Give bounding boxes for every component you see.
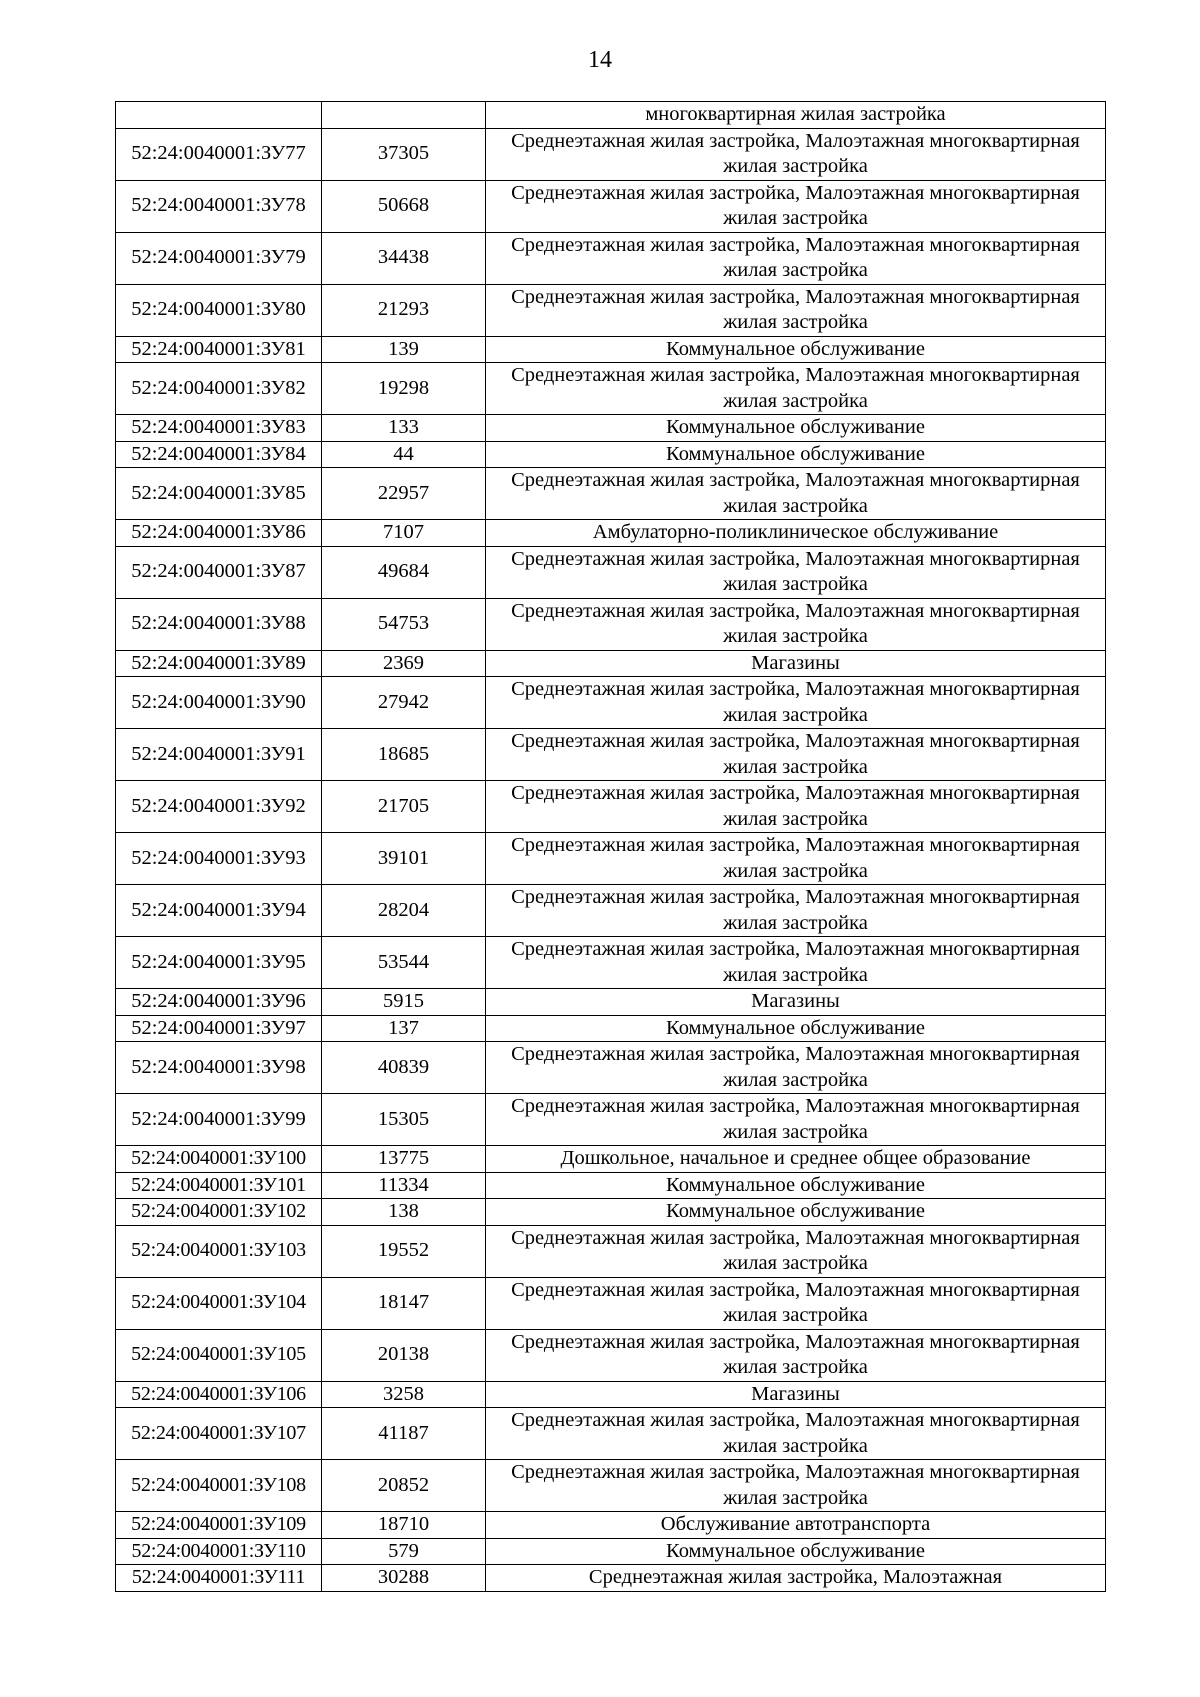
permitted-use-cell: Среднеэтажная жилая застройка, Малоэтажная многоквартирная жилая застройка: [486, 363, 1106, 415]
table-row: [116, 937, 1106, 989]
table-row: [116, 1199, 1106, 1226]
permitted-use-cell: Среднеэтажная жилая застройка, Малоэтажная многоквартирная жилая застройка: [486, 885, 1106, 937]
cadastral-number-cell: 52:24:0040001:ЗУ96: [116, 989, 322, 1016]
table-row: [116, 1381, 1106, 1408]
permitted-use-cell: Среднеэтажная жилая застройка, Малоэтажная многоквартирная жилая застройка: [486, 677, 1106, 729]
table-row: [116, 833, 1106, 885]
area-cell: 19298: [322, 363, 486, 415]
permitted-use-cell: Среднеэтажная жилая застройка, Малоэтажная многоквартирная жилая застройка: [486, 1277, 1106, 1329]
permitted-use-cell: Коммунальное обслуживание: [486, 336, 1106, 363]
permitted-use-cell: Среднеэтажная жилая застройка, Малоэтажная многоквартирная жилая застройка: [486, 1408, 1106, 1460]
area-cell: 22957: [322, 468, 486, 520]
cadastral-number-cell: 52:24:0040001:ЗУ106: [116, 1381, 322, 1408]
cadastral-number-cell: 52:24:0040001:ЗУ90: [116, 677, 322, 729]
area-cell: 138: [322, 1199, 486, 1226]
area-cell: 18685: [322, 729, 486, 781]
permitted-use-cell: Магазины: [486, 1381, 1106, 1408]
cadastral-number-cell: 52:24:0040001:ЗУ88: [116, 598, 322, 650]
table-row: [116, 102, 1106, 129]
table-row: [116, 1329, 1106, 1381]
cadastral-number-cell: 52:24:0040001:ЗУ89: [116, 650, 322, 677]
cadastral-number-cell: 52:24:0040001:ЗУ78: [116, 180, 322, 232]
cadastral-number-cell: 52:24:0040001:ЗУ81: [116, 336, 322, 363]
permitted-use-cell: Среднеэтажная жилая застройка, Малоэтажная многоквартирная жилая застройка: [486, 1460, 1106, 1512]
area-cell: 34438: [322, 232, 486, 284]
table-row: [116, 989, 1106, 1016]
area-cell: [322, 102, 486, 129]
table-row: [116, 441, 1106, 468]
permitted-use-cell: многоквартирная жилая застройка: [486, 102, 1106, 129]
area-cell: 133: [322, 415, 486, 442]
cadastral-number-cell: 52:24:0040001:ЗУ98: [116, 1042, 322, 1094]
area-cell: 20138: [322, 1329, 486, 1381]
cadastral-number-cell: 52:24:0040001:ЗУ94: [116, 885, 322, 937]
cadastral-number-cell: 52:24:0040001:ЗУ105: [116, 1329, 322, 1381]
area-cell: 49684: [322, 546, 486, 598]
permitted-use-cell: Среднеэтажная жилая застройка, Малоэтажная многоквартирная жилая застройка: [486, 1094, 1106, 1146]
area-cell: 50668: [322, 180, 486, 232]
area-cell: 30288: [322, 1565, 486, 1592]
area-cell: 137: [322, 1015, 486, 1042]
cadastral-number-cell: 52:24:0040001:ЗУ111: [116, 1565, 322, 1592]
cadastral-number-cell: 52:24:0040001:ЗУ109: [116, 1512, 322, 1539]
permitted-use-cell: Амбулаторно-поликлиническое обслуживание: [486, 520, 1106, 547]
area-cell: 27942: [322, 677, 486, 729]
cadastral-number-cell: 52:24:0040001:ЗУ107: [116, 1408, 322, 1460]
table-body: [116, 102, 1106, 1592]
table-row: [116, 180, 1106, 232]
permitted-use-cell: Среднеэтажная жилая застройка, Малоэтажная многоквартирная жилая застройка: [486, 1042, 1106, 1094]
permitted-use-cell: Магазины: [486, 650, 1106, 677]
table-row: [116, 1146, 1106, 1173]
area-cell: 19552: [322, 1225, 486, 1277]
area-cell: 15305: [322, 1094, 486, 1146]
permitted-use-cell: Дошкольное, начальное и среднее общее образование: [486, 1146, 1106, 1173]
table-row: [116, 284, 1106, 336]
table-row: [116, 520, 1106, 547]
area-cell: 7107: [322, 520, 486, 547]
table-row: [116, 232, 1106, 284]
cadastral-number-cell: 52:24:0040001:ЗУ85: [116, 468, 322, 520]
area-cell: 41187: [322, 1408, 486, 1460]
permitted-use-cell: Среднеэтажная жилая застройка, Малоэтажная многоквартирная жилая застройка: [486, 128, 1106, 180]
table-row: [116, 1225, 1106, 1277]
cadastral-number-cell: 52:24:0040001:ЗУ97: [116, 1015, 322, 1042]
cadastral-number-cell: 52:24:0040001:ЗУ104: [116, 1277, 322, 1329]
cadastral-number-cell: 52:24:0040001:ЗУ80: [116, 284, 322, 336]
cadastral-number-cell: 52:24:0040001:ЗУ91: [116, 729, 322, 781]
area-cell: 2369: [322, 650, 486, 677]
permitted-use-cell: Среднеэтажная жилая застройка, Малоэтажная многоквартирная жилая застройка: [486, 284, 1106, 336]
land-plots-table: [115, 101, 1106, 1592]
cadastral-number-cell: 52:24:0040001:ЗУ102: [116, 1199, 322, 1226]
cadastral-number-cell: 52:24:0040001:ЗУ92: [116, 781, 322, 833]
permitted-use-cell: Коммунальное обслуживание: [486, 1015, 1106, 1042]
table-row: [116, 128, 1106, 180]
area-cell: 18710: [322, 1512, 486, 1539]
area-cell: 5915: [322, 989, 486, 1016]
table-row: [116, 1172, 1106, 1199]
table-row: [116, 781, 1106, 833]
table-row: [116, 1015, 1106, 1042]
permitted-use-cell: Коммунальное обслуживание: [486, 415, 1106, 442]
table-row: [116, 1277, 1106, 1329]
cadastral-number-cell: 52:24:0040001:ЗУ83: [116, 415, 322, 442]
area-cell: 21293: [322, 284, 486, 336]
area-cell: 53544: [322, 937, 486, 989]
permitted-use-cell: Среднеэтажная жилая застройка, Малоэтажная многоквартирная жилая застройка: [486, 833, 1106, 885]
permitted-use-cell: Среднеэтажная жилая застройка, Малоэтажная многоквартирная жилая застройка: [486, 468, 1106, 520]
cadastral-number-cell: [116, 102, 322, 129]
cadastral-number-cell: 52:24:0040001:ЗУ100: [116, 1146, 322, 1173]
area-cell: 20852: [322, 1460, 486, 1512]
permitted-use-cell: Среднеэтажная жилая застройка, Малоэтажная многоквартирная жилая застройка: [486, 937, 1106, 989]
table-row: [116, 1512, 1106, 1539]
area-cell: 40839: [322, 1042, 486, 1094]
table-row: [116, 546, 1106, 598]
cadastral-number-cell: 52:24:0040001:ЗУ86: [116, 520, 322, 547]
table-row: [116, 1565, 1106, 1592]
table-row: [116, 415, 1106, 442]
permitted-use-cell: Среднеэтажная жилая застройка, Малоэтажная многоквартирная жилая застройка: [486, 598, 1106, 650]
table-row: [116, 468, 1106, 520]
permitted-use-cell: Среднеэтажная жилая застройка, Малоэтажная: [486, 1565, 1106, 1592]
permitted-use-cell: Магазины: [486, 989, 1106, 1016]
cadastral-number-cell: 52:24:0040001:ЗУ79: [116, 232, 322, 284]
area-cell: 54753: [322, 598, 486, 650]
permitted-use-cell: Обслуживание автотранспорта: [486, 1512, 1106, 1539]
cadastral-number-cell: 52:24:0040001:ЗУ84: [116, 441, 322, 468]
cadastral-number-cell: 52:24:0040001:ЗУ82: [116, 363, 322, 415]
permitted-use-cell: Среднеэтажная жилая застройка, Малоэтажная многоквартирная жилая застройка: [486, 180, 1106, 232]
table-row: [116, 1538, 1106, 1565]
area-cell: 21705: [322, 781, 486, 833]
permitted-use-cell: Среднеэтажная жилая застройка, Малоэтажная многоквартирная жилая застройка: [486, 232, 1106, 284]
permitted-use-cell: Среднеэтажная жилая застройка, Малоэтажная многоквартирная жилая застройка: [486, 1329, 1106, 1381]
permitted-use-cell: Среднеэтажная жилая застройка, Малоэтажная многоквартирная жилая застройка: [486, 1225, 1106, 1277]
area-cell: 18147: [322, 1277, 486, 1329]
area-cell: 139: [322, 336, 486, 363]
cadastral-number-cell: 52:24:0040001:ЗУ95: [116, 937, 322, 989]
area-cell: 579: [322, 1538, 486, 1565]
permitted-use-cell: Среднеэтажная жилая застройка, Малоэтажная многоквартирная жилая застройка: [486, 546, 1106, 598]
table-row: [116, 1042, 1106, 1094]
area-cell: 28204: [322, 885, 486, 937]
permitted-use-cell: Среднеэтажная жилая застройка, Малоэтажная многоквартирная жилая застройка: [486, 781, 1106, 833]
area-cell: 3258: [322, 1381, 486, 1408]
page-number: 14: [588, 47, 612, 73]
area-cell: 44: [322, 441, 486, 468]
area-cell: 13775: [322, 1146, 486, 1173]
table-row: [116, 729, 1106, 781]
table-row: [116, 336, 1106, 363]
table-row: [116, 363, 1106, 415]
cadastral-number-cell: 52:24:0040001:ЗУ99: [116, 1094, 322, 1146]
cadastral-number-cell: 52:24:0040001:ЗУ93: [116, 833, 322, 885]
table-row: [116, 1094, 1106, 1146]
cadastral-number-cell: 52:24:0040001:ЗУ103: [116, 1225, 322, 1277]
area-cell: 37305: [322, 128, 486, 180]
permitted-use-cell: Коммунальное обслуживание: [486, 1172, 1106, 1199]
cadastral-number-cell: 52:24:0040001:ЗУ87: [116, 546, 322, 598]
permitted-use-cell: Коммунальное обслуживание: [486, 1199, 1106, 1226]
cadastral-number-cell: 52:24:0040001:ЗУ101: [116, 1172, 322, 1199]
table-row: [116, 885, 1106, 937]
permitted-use-cell: Среднеэтажная жилая застройка, Малоэтажная многоквартирная жилая застройка: [486, 729, 1106, 781]
table-row: [116, 598, 1106, 650]
table-row: [116, 650, 1106, 677]
cadastral-number-cell: 52:24:0040001:ЗУ110: [116, 1538, 322, 1565]
permitted-use-cell: Коммунальное обслуживание: [486, 1538, 1106, 1565]
table-row: [116, 1460, 1106, 1512]
cadastral-number-cell: 52:24:0040001:ЗУ77: [116, 128, 322, 180]
cadastral-number-cell: 52:24:0040001:ЗУ108: [116, 1460, 322, 1512]
area-cell: 11334: [322, 1172, 486, 1199]
area-cell: 39101: [322, 833, 486, 885]
table-row: [116, 1408, 1106, 1460]
permitted-use-cell: Коммунальное обслуживание: [486, 441, 1106, 468]
table-row: [116, 677, 1106, 729]
